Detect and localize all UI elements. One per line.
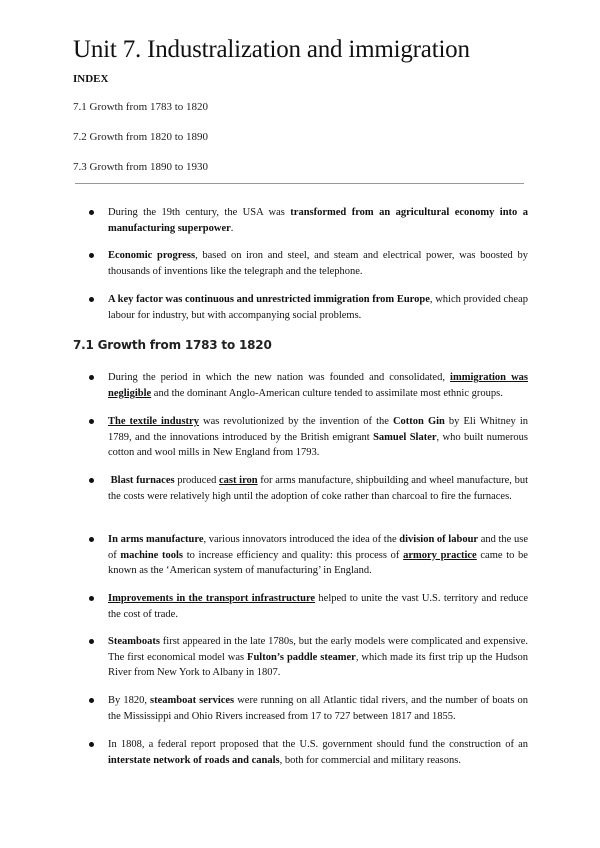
bullet-icon [89,478,94,483]
toc-item-7-2[interactable]: 7.2 Growth from 1820 to 1890 [73,131,209,143]
section-bullet-7: By 1820, steamboat services were running on all Atlantic tidal rivers, and the number of boats on the Mississippi and Ohio Rivers increased from 17 to 727 between 1817 and 1855. [89,693,528,724]
section-heading-7-1: 7.1 Growth from 1783 to 1820 [73,338,272,352]
bullet-icon [89,419,94,424]
bullet-icon [89,375,94,380]
section-bullet-8: In 1808, a federal report proposed that the U.S. government should fund the construction of an interstate network of roads and canals, both for commercial and military reasons. [89,737,528,768]
bullet-icon [89,253,94,258]
section-bullet-3: Blast furnaces produced cast iron for arms manufacture, shipbuilding and wheel manufacture, but the costs were relatively high until the adoption of coke rather than charcoal to fire the furnaces. [89,473,528,504]
intro-bullet-3: A key factor was continuous and unrestricted immigration from Europe, which provided cheap labour for industry, but with accompanying social problems. [89,292,528,323]
intro-bullet-2: Economic progress, based on iron and steel, and steam and electrical power, was boosted by thousands of inventions like the telegraph and the telephone. [89,248,528,279]
toc-item-7-1[interactable]: 7.1 Growth from 1783 to 1820 [73,101,209,113]
bullet-icon [89,537,94,542]
index-heading: INDEX [73,73,109,85]
intro-bullet-1: During the 19th century, the USA was transformed from an agricultural economy into a manufacturing superpower. [89,205,528,236]
bullet-icon [89,639,94,644]
bullet-icon [89,210,94,215]
bullet-icon [89,698,94,703]
section-bullet-1: During the period in which the new nation was founded and consolidated, immigration was negligible and the dominant Anglo-American culture tended to assimilate most ethnic groups. [89,370,528,401]
toc-item-7-3[interactable]: 7.3 Growth from 1890 to 1930 [73,161,209,173]
section-bullet-2: The textile industry was revolutionized by the invention of the Cotton Gin by Eli Whitney in 1789, and the innovations introduced by the British emigrant Samuel Slater, who built numerous cotton and wool mills in New England from 1793. [89,414,528,461]
section-bullet-5: Improvements in the transport infrastructure helped to unite the vast U.S. territory and reduce the cost of trade. [89,591,528,622]
bullet-icon [89,596,94,601]
horizontal-divider [75,183,524,184]
section-bullet-6: Steamboats first appeared in the late 1780s, but the early models were complicated and expensive. The first economical model was Fulton’s paddle steamer, which made its first trip up the Hudson River from New York to Albany in 1807. [89,634,528,681]
bullet-icon [89,742,94,747]
page-title: Unit 7. Industralization and immigration [73,36,470,63]
section-bullet-4: In arms manufacture, various innovators introduced the idea of the division of labour and the use of machine tools to increase efficiency and quality: this process of armory practice came to be known as the ‘American system of manufacturing’ in England. [89,532,528,579]
bullet-icon [89,297,94,302]
